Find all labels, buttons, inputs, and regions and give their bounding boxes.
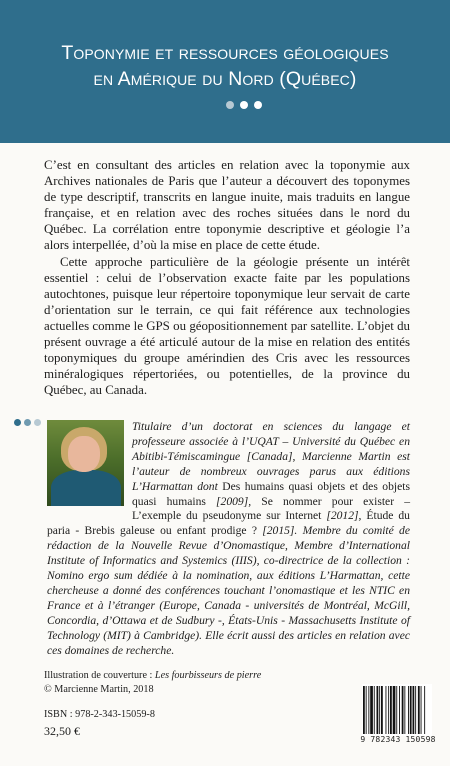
barcode-bar: [402, 686, 404, 734]
summary-paragraph: Cette approche particulière de la géologie présente un intérêt essentiel : celui de l’observation exacte faite par les populations autochtones, puisque leur répertoire toponymique leur servait de carte d’orientation sur le terrain, ce qui fait référence aux technologies actuelles comme le GPS ou géopositionnement par satellite. L’objet du présent ouvrage a été articulé autour de la mise en relation des entités toponymiques du groupe amérindien des Cris avec les ressources minéralogiques répertoriées, ou potentielles, de la province du Québec, au Canada.: [44, 254, 410, 398]
book-title: [10, 40, 440, 92]
barcode-bar: [396, 686, 397, 734]
bio-book-title: Des humains quasi objets et des objets quasi humains: [132, 479, 410, 508]
summary-paragraph: C’est en consultant des articles en relation avec la toponymie aux Archives nationales de Paris que l’auteur a découvert des toponymes de type descriptif, transcrits en langue inuite, mais traduits en langue française, et en relation avec des roches situées dans le nord du Québec. La corrélation entre toponymie descriptive et géologie l’a alors interpellée, d’où la mise en place de cette étude.: [44, 158, 410, 253]
barcode-bar: [390, 686, 392, 734]
dot-icon: [254, 101, 262, 109]
bio-intro: Titulaire d’un doctorat en sciences du langage et professeure associée à l’UQAT – Université du Québec en Abitibi-Témiscamingue [Canada], Marcienne Martin est l’auteur de nombreux ouvrages parus aux éditions L’Harmattan dont: [132, 420, 410, 493]
barcode-bar: [381, 686, 383, 734]
barcode: [362, 684, 432, 736]
bio-book-title: Étude du paria - Brebis galeuse ou enfant prodige ?: [47, 509, 410, 538]
barcode-bar: [421, 686, 422, 734]
barcode-bar: [374, 686, 375, 734]
barcode-icon: [362, 684, 432, 736]
title-line-1: Toponymie et ressources géologiques: [61, 42, 389, 64]
barcode-bar: [415, 686, 416, 734]
barcode-bar: [424, 686, 425, 734]
price: 32,50 €: [44, 724, 80, 738]
dot-icon: [226, 101, 234, 109]
barcode-bar: [418, 686, 420, 734]
barcode-bar: [377, 686, 379, 734]
barcode-bar: [399, 686, 400, 734]
barcode-bar: [393, 686, 396, 734]
isbn: ISBN : 978-2-343-15059-8: [44, 709, 155, 720]
barcode-bar: [413, 686, 415, 734]
bio-year: [2012],: [326, 509, 367, 523]
barcode-bar: [408, 686, 409, 734]
bio-year: [2009],: [216, 494, 262, 508]
dot-icon: [14, 419, 21, 426]
bio-book-title: Se nommer pour exister – L’exemple du pseudonyme sur Internet: [132, 494, 410, 523]
barcode-bar: [410, 686, 412, 734]
barcode-bar: [379, 686, 380, 734]
barcode-bar: [363, 686, 365, 734]
barcode-bar: [370, 686, 373, 734]
bio-year: [2015].: [262, 524, 303, 538]
dot-icon: [240, 101, 248, 109]
copyright: © Marcienne Martin, 2018: [44, 684, 154, 695]
barcode-bar: [366, 686, 367, 734]
cover-header: [0, 0, 450, 143]
illustration-title: Les fourbisseurs de pierre: [154, 670, 262, 681]
cover-credits: [44, 669, 261, 697]
bio-details: Membre du comité de rédaction de la Nouvelle Revue d’Onomastique, Membre d’International Institute of Informatics and Systemics (IIIS), co-directrice de la collection : Nomino ergo sum dédiée à la nomination, aux éditions L’Harmattan, cette chercheuse a donné des conférences touchant l’onomastique et les NTIC en France et à l’étranger (Europe, Canada - universités de Montréal, McGill, Concordia, d’Ottawa et de Sudbury -, États-Unis - Massachusetts Institute of Technology (MIT) à Cambridge). Elle écrit aussi des articles en relation avec ces domaines de recherche.: [47, 524, 410, 657]
dot-icon: [34, 419, 41, 426]
decorative-dots-top: [226, 101, 262, 109]
author-bio: [47, 420, 410, 659]
barcode-bar: [368, 686, 369, 734]
decorative-dots-side: [14, 419, 41, 426]
dot-icon: [24, 419, 31, 426]
back-cover-summary: [44, 157, 410, 398]
barcode-bar: [388, 686, 389, 734]
barcode-digits: 9 782343 150598: [360, 735, 436, 744]
illustration-label: Illustration de couverture :: [44, 670, 155, 681]
title-line-2: en Amérique du Nord (Québec): [93, 68, 357, 90]
barcode-bar: [386, 686, 387, 734]
barcode-bar: [404, 686, 405, 734]
